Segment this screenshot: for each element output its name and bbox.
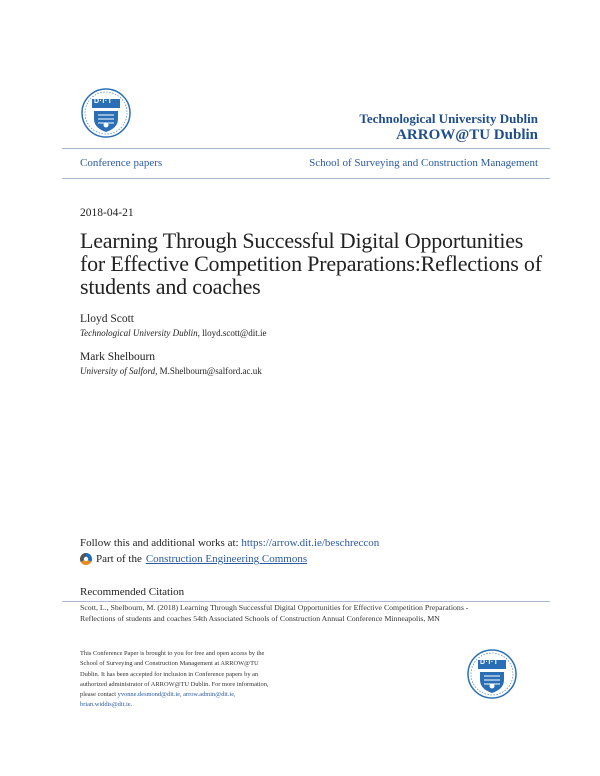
footer-email-link[interactable]: brian.widdis@dit.ie [80,701,131,709]
repository-name: ARROW@TU Dublin [396,127,538,143]
author-affiliation [80,328,266,338]
footer-line: Dublin. It has been accepted for inclusion in Conference papers by an [80,670,259,678]
footer-line [80,700,320,710]
footer-contact-prefix: please contact [80,691,118,699]
partof-prefix: Part of the [96,553,142,565]
institution-block [359,111,538,144]
citation-line: Scott, L., Shelbourn, M. (2018) Learning Through Successful Digital Opportunities for Effective Competition Preparations - [80,603,469,612]
footer-email-link[interactable]: yvonne.desmond@dit.ie, arrow.admin@dit.ie, [117,691,236,699]
footer-notice [80,649,320,711]
affil-sep: , [155,366,160,376]
footer-line: authorized administrator of ARROW@TU Dublin. For more information, [80,680,269,688]
author-email: M.Shelbourn@salford.ac.uk [159,366,262,376]
dit-logo-bottom [466,648,518,700]
follow-link[interactable]: https://arrow.dit.ie/beschreccon [241,537,380,549]
breadcrumb-rule [62,178,550,179]
partof-link[interactable]: Construction Engineering Commons [145,553,308,565]
affil-sep: , [197,328,203,338]
dit-logo-top-text: D·I·T [94,98,113,105]
breadcrumb-conference-papers[interactable]: Conference papers [80,157,163,169]
author-institution: Technological University Dublin [80,328,198,338]
commons-network-icon [80,553,92,565]
author-email: lloyd.scott@dit.ie [202,328,267,338]
dit-logo-bottom-text: D·I·T [480,659,499,666]
paper-date: 2018-04-21 [80,207,134,219]
recommended-citation-text [80,603,500,624]
follow-line [80,537,379,549]
citation-line: Reflections of students and coaches 54th Associated Schools of Construction Annual Conference Minneapolis, MN [80,613,440,623]
footer-line: School of Surveying and Construction Management at ARROW@TU [80,660,259,668]
dit-logo-top [80,87,132,139]
institution-name: Technological University Dublin [359,111,538,126]
paper-title: Learning Through Successful Digital Opportunities for Effective Competition Preparations:Reflections of students and coaches [80,228,542,299]
author-institution: University of Salford [80,366,156,376]
author-name: Mark Shelbourn [80,351,156,363]
recommended-citation-heading: Recommended Citation [80,586,185,598]
footer-line [80,690,320,700]
follow-prefix: Follow this and additional works at: [80,537,242,549]
author-name: Lloyd Scott [80,313,134,325]
footer-line: This Conference Paper is brought to you for free and open access by the [80,650,265,657]
footer-period: . [130,701,133,709]
partof-line [80,553,307,565]
citation-rule [62,601,550,602]
breadcrumb-school[interactable]: School of Surveying and Construction Management [309,157,538,169]
header-rule [62,148,550,149]
author-affiliation [80,366,262,376]
